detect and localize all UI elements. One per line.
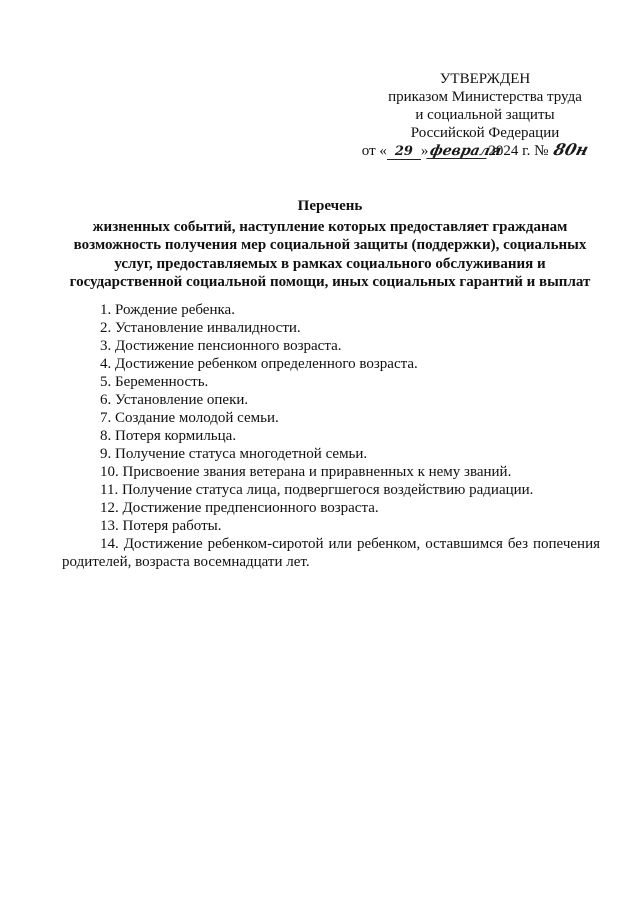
list-item: 13. Потеря работы. (100, 518, 222, 534)
approval-heading: УТВЕРЖДЕН (439, 71, 531, 87)
list-item: 3. Достижение пенсионного возраста. (100, 338, 342, 354)
list-item: 2. Установление инвалидности. (100, 320, 301, 336)
date-year: 2024 г. № (488, 143, 549, 159)
list-item: 5. Беременность. (100, 374, 209, 390)
title-line: возможность получения мер социальной защиты (поддержки), социальных (73, 237, 587, 253)
document-title (60, 197, 600, 292)
title-line: жизненных событий, наступление которых предоставляет гражданам (92, 218, 568, 235)
list-item: 4. Достижение ребенком определенного возраста. (100, 356, 418, 372)
date-mid: » (420, 143, 429, 159)
list-item: 9. Получение статуса многодетной семьи. (100, 446, 368, 462)
approval-line-2: и социальной защиты (415, 107, 555, 123)
list-item: 1. Рождение ребенка. (100, 302, 235, 318)
life-events-list (62, 301, 600, 571)
date-month-handwritten: февраля (428, 143, 504, 159)
approval-line-1: приказом Министерства труда (388, 89, 582, 105)
list-item: 7. Создание молодой семьи. (100, 410, 279, 426)
list-item: 8. Потеря кормильца. (100, 428, 237, 444)
date-day-handwritten: 29 (387, 145, 421, 160)
order-number-handwritten: 80н (551, 140, 591, 159)
title-line: услуг, предоставляемых в рамках социального обслуживания и (114, 255, 546, 272)
approval-date-line (342, 142, 610, 160)
title-heading: Перечень (297, 198, 363, 214)
date-prefix: от « (361, 143, 387, 159)
list-item: 6. Установление опеки. (100, 392, 249, 408)
approval-block (360, 70, 610, 160)
title-line: государственной социальной помощи, иных социальных гарантий и выплат (69, 274, 591, 290)
list-item: 10. Присвоение звания ветерана и приравненных к нему званий. (100, 464, 512, 480)
list-item: 12. Достижение предпенсионного возраста. (100, 500, 379, 516)
approval-line-3: Российской Федерации (410, 125, 560, 141)
list-item: 14. Достижение ребенком-сиротой или ребенком, оставшимся без попечения родителей, возраста восемнадцати лет. (62, 536, 600, 570)
list-item: 11. Получение статуса лица, подвергшегося воздействию радиации. (100, 482, 534, 498)
